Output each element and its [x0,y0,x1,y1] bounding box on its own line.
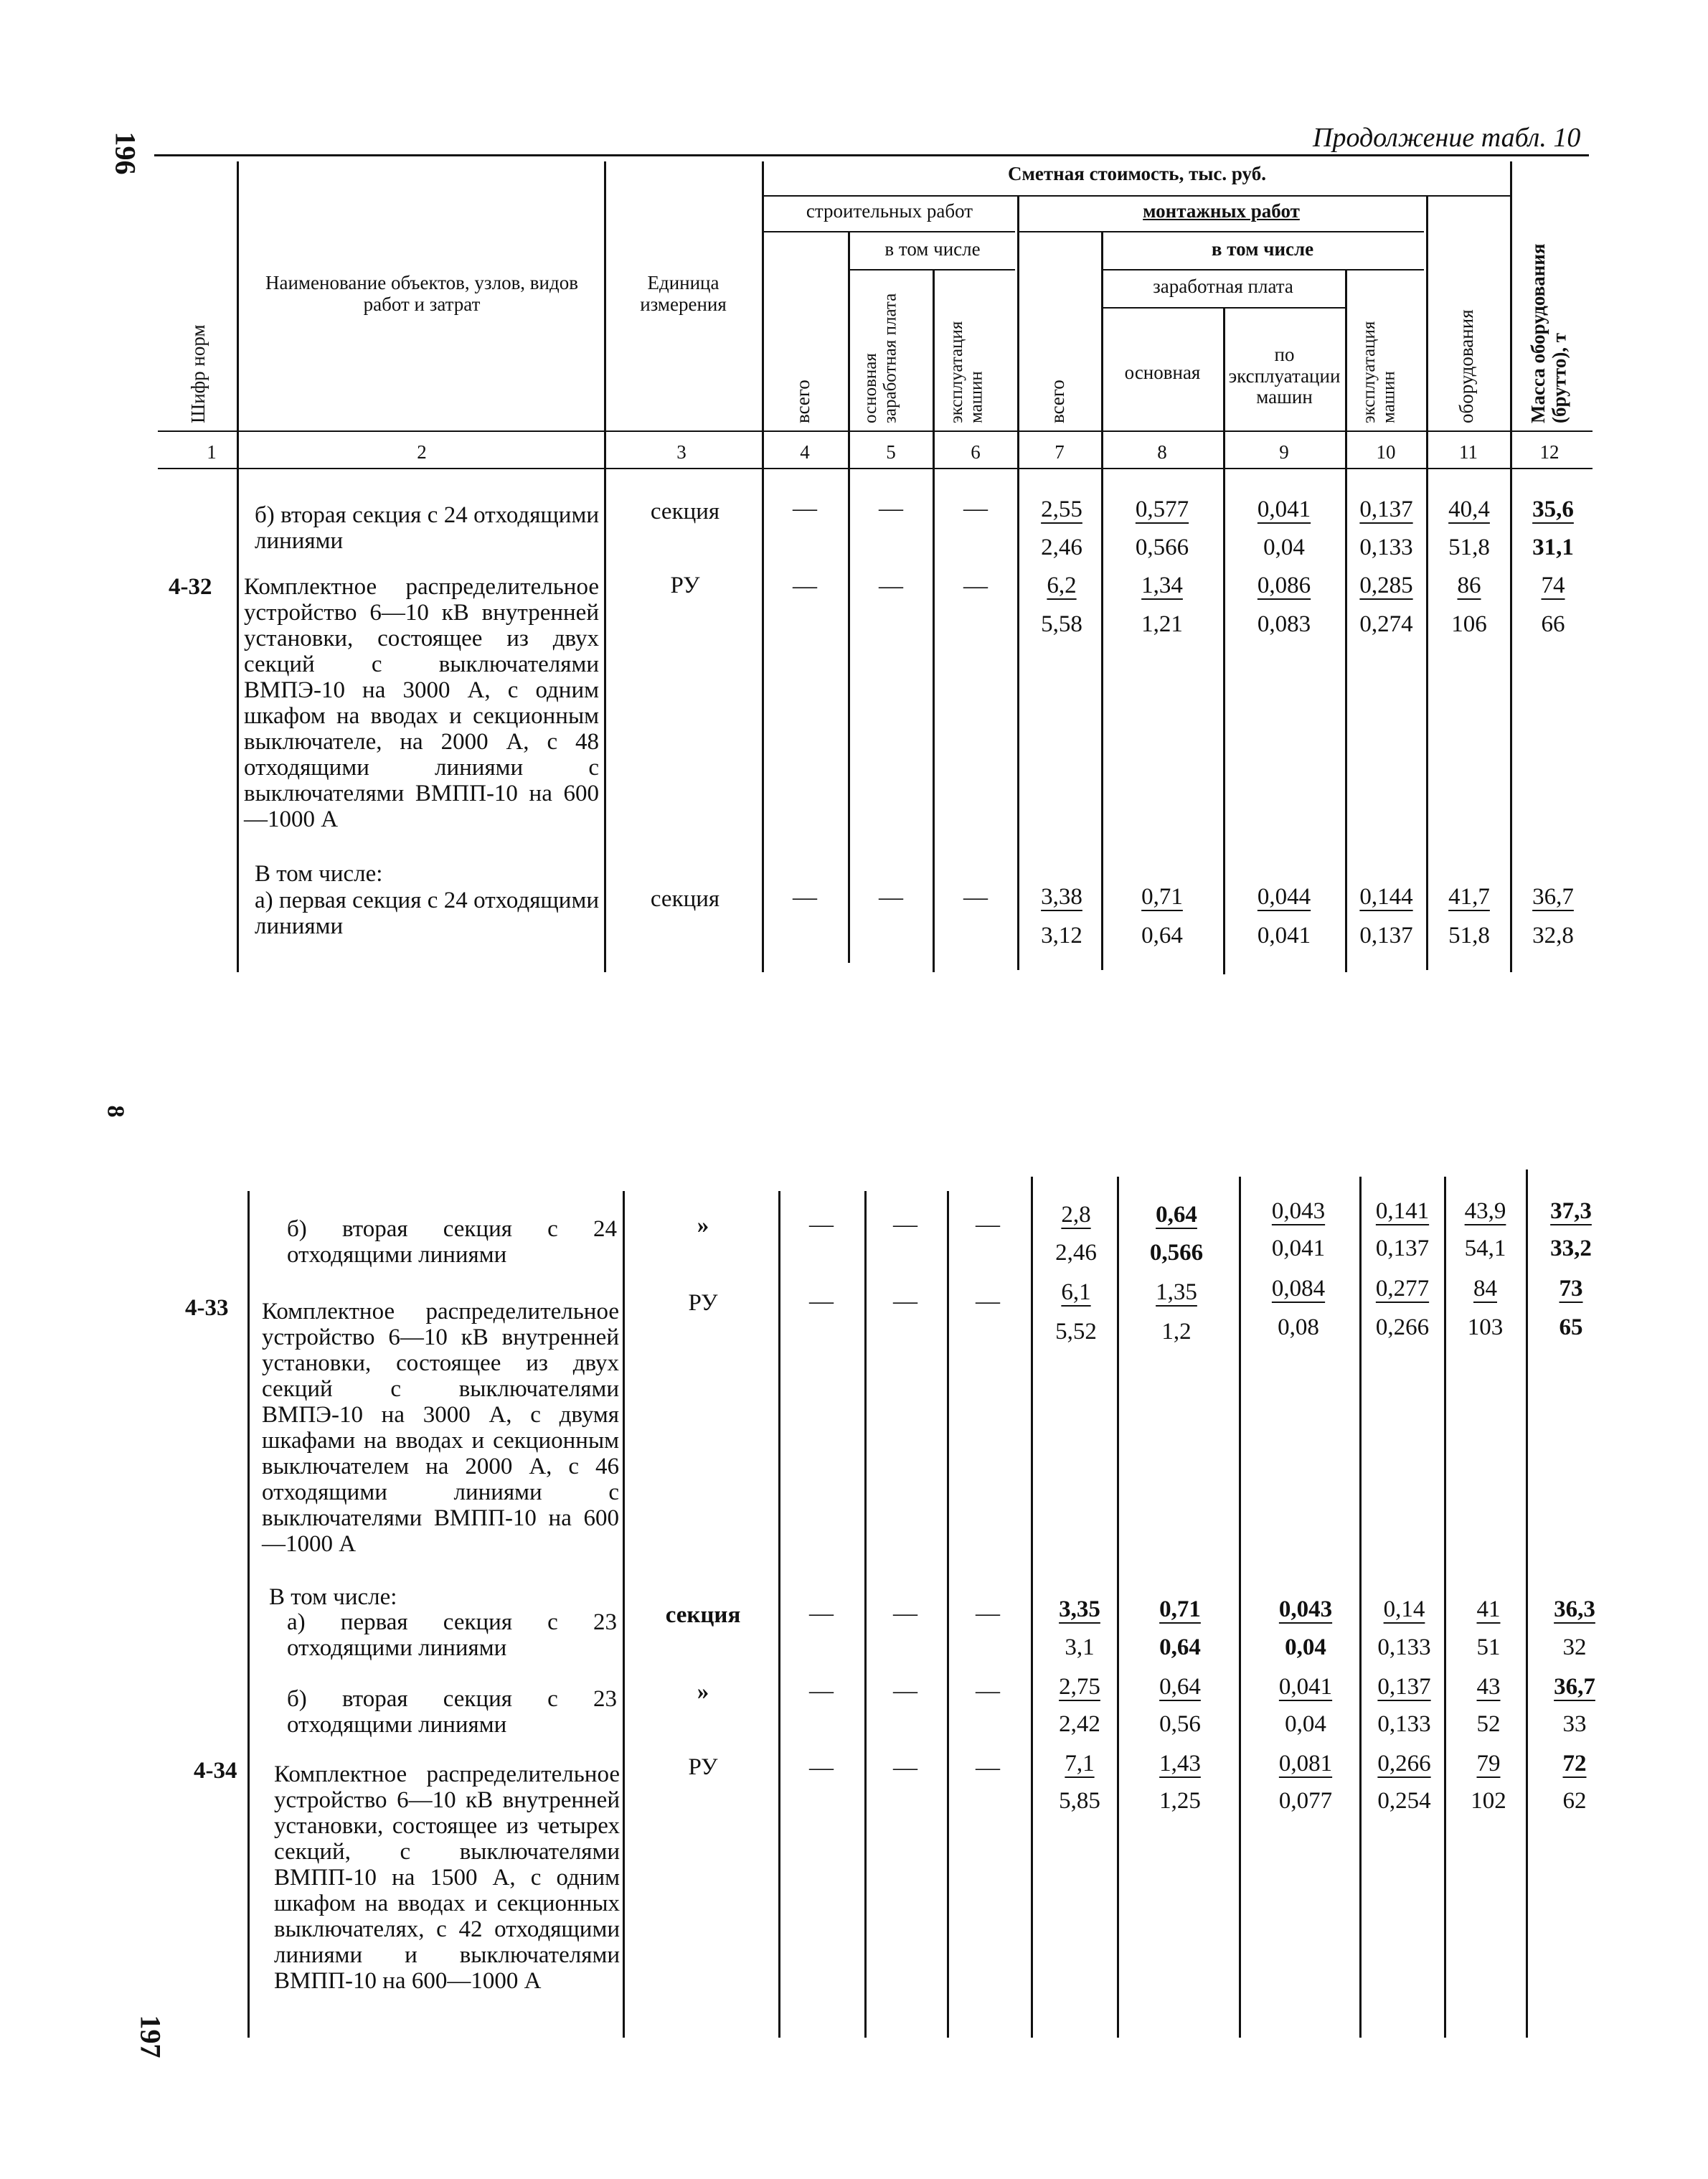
header-v-tom-chisle-2: в том числе [1211,238,1314,260]
value-c12-top: 74 [1541,573,1565,598]
value-c11-top: 41,7 [1448,884,1490,910]
dash: — [879,495,903,522]
row-unit: РУ [670,573,700,598]
row-name: б) вторая секция с 24 отходящими линиями [287,1216,617,1268]
header-name: Наименование объектов, узлов, видов работ и затрат [265,272,578,315]
side-mark: 8 [102,1105,129,1118]
row-unit: » [697,1213,709,1238]
value-c12-bottom: 31,1 [1532,535,1574,560]
value-c10-top: 0,144 [1359,884,1413,910]
row-unit: РУ [688,1290,718,1316]
value-c11-top: 79 [1476,1751,1501,1776]
row-unit: РУ [688,1754,718,1780]
value-c10-top: 0,141 [1375,1198,1430,1224]
table-continuation-caption: Продолжение табл. 10 [1313,123,1581,153]
row-name: б) вторая секция с 23 отходящими линиями [287,1686,617,1738]
value-c12-bottom: 65 [1559,1314,1583,1340]
value-c9-top: 0,041 [1257,496,1311,522]
value-c7-bottom: 2,46 [1041,535,1082,560]
colnum-4: 4 [800,441,810,463]
value-c10-bottom: 0,266 [1375,1314,1430,1340]
dash: — [976,1754,1000,1781]
value-c11-bottom: 51 [1476,1634,1501,1660]
value-c11-top: 40,4 [1448,496,1490,522]
dash: — [809,1211,834,1238]
value-c7-top: 6,2 [1047,573,1077,598]
header-shifr: Шифр норм [187,324,209,423]
value-c7-bottom: 5,85 [1059,1788,1100,1814]
row-name: В том числе: [255,861,383,887]
value-c8-top: 0,71 [1159,1596,1201,1622]
value-c10-bottom: 0,137 [1359,923,1413,949]
colnum-8: 8 [1157,441,1167,463]
value-c7-top: 7,1 [1065,1751,1095,1776]
row-name: В том числе: [269,1584,397,1610]
value-c9-bottom: 0,041 [1257,923,1311,949]
dash: — [963,495,988,522]
row-code: 4-32 [169,574,212,600]
header-osnovnaya: основная [1124,362,1201,383]
colnum-9: 9 [1279,441,1289,463]
row-name: а) первая секция с 23 отходящими линиями [287,1609,617,1661]
header-vsego-2: всего [1047,380,1068,423]
value-c12-bottom: 32 [1562,1634,1587,1660]
header-montazh: монтажных работ [1143,200,1300,222]
value-c9-top: 0,086 [1257,573,1311,598]
value-c8-top: 0,64 [1156,1202,1197,1228]
header-cost: Сметная стоимость, тыс. руб. [1008,163,1266,184]
value-c7-bottom: 2,42 [1059,1711,1100,1737]
value-c8-top: 1,43 [1159,1751,1201,1776]
value-c9-top: 0,043 [1278,1596,1333,1622]
value-c8-bottom: 0,56 [1159,1711,1201,1737]
header-po-ekspl: по эксплуатации машин [1228,344,1341,408]
dash: — [893,1754,917,1781]
dash: — [793,884,817,910]
value-c9-top: 0,081 [1278,1751,1333,1776]
value-c9-top: 0,043 [1271,1198,1326,1224]
value-c12-top: 36,7 [1554,1674,1595,1700]
value-c12-top: 37,3 [1550,1198,1592,1224]
colnum-10: 10 [1376,441,1396,463]
value-c8-top: 1,34 [1141,573,1183,598]
dash: — [976,1677,1000,1704]
header-v-tom-chisle-1: в том числе [884,238,981,260]
row-unit: секция [650,499,720,524]
value-c12-top: 36,7 [1532,884,1574,910]
value-c11-top: 84 [1473,1276,1497,1302]
dash: — [976,1600,1000,1627]
value-c9-top: 0,041 [1278,1674,1333,1700]
colnum-7: 7 [1054,441,1065,463]
value-c7-bottom: 2,46 [1055,1240,1097,1266]
value-c10-top: 0,277 [1375,1276,1430,1302]
dash: — [963,573,988,599]
value-c11-top: 43 [1476,1674,1501,1700]
value-c8-top: 0,577 [1135,496,1189,522]
dash: — [809,1677,834,1704]
value-c12-bottom: 32,8 [1532,923,1574,949]
row-name: Комплектное распределительное устройство 6—10 кВ внутренней установки, состоящее из двух секций с выключателями ВМПЭ-10 на 3000 А, с одним шкафом на вводах и секционным выключателе, на 2000 А, с 48 отходящими линиями с выключателями ВМПП-10 на 600—1000 А [244,574,599,832]
header-ekspl-1: эксплуатация машин [947,321,986,423]
dash: — [809,1600,834,1627]
value-c9-bottom: 0,08 [1278,1314,1319,1340]
value-c10-bottom: 0,133 [1359,535,1413,560]
value-c10-top: 0,266 [1377,1751,1431,1776]
header-massa: Масса оборудования (брутто), т [1527,243,1570,423]
dash: — [976,1288,1000,1314]
value-c10-bottom: 0,137 [1375,1236,1430,1261]
value-c11-bottom: 102 [1471,1788,1506,1814]
dash: — [893,1677,917,1704]
dash: — [893,1600,917,1627]
dash: — [809,1288,834,1314]
value-c8-bottom: 1,25 [1159,1788,1201,1814]
header-vsego-1: всего [792,380,813,423]
value-c10-top: 0,137 [1359,496,1413,522]
value-c9-top: 0,084 [1271,1276,1326,1302]
value-c12-bottom: 66 [1541,611,1565,637]
row-code: 4-33 [185,1295,229,1321]
value-c10-bottom: 0,133 [1377,1634,1431,1660]
value-c10-top: 0,14 [1383,1596,1425,1622]
page-number-top: 196 [109,131,142,175]
value-c11-bottom: 52 [1476,1711,1501,1737]
colnum-2: 2 [417,441,427,463]
value-c7-top: 6,1 [1061,1279,1091,1305]
colnum-3: 3 [676,441,686,463]
value-c12-top: 35,6 [1532,496,1574,522]
value-c8-top: 0,71 [1141,884,1183,910]
value-c7-bottom: 5,52 [1055,1319,1097,1345]
value-c9-bottom: 0,04 [1285,1634,1326,1660]
value-c7-top: 2,8 [1061,1202,1091,1228]
value-c11-top: 86 [1457,573,1481,598]
dash: — [893,1211,917,1238]
value-c11-bottom: 103 [1467,1314,1504,1340]
value-c9-bottom: 0,04 [1285,1711,1326,1737]
dash: — [893,1288,917,1314]
value-c12-top: 73 [1559,1276,1583,1302]
value-c10-top: 0,137 [1377,1674,1431,1700]
value-c10-bottom: 0,133 [1377,1711,1431,1737]
value-c8-top: 0,64 [1159,1674,1201,1700]
value-c7-top: 3,38 [1041,884,1082,910]
header-ekspl-2: эксплуатация машин [1359,321,1399,423]
value-c11-bottom: 51,8 [1448,535,1490,560]
colnum-6: 6 [971,441,981,463]
value-c8-bottom: 0,566 [1149,1240,1204,1266]
value-c7-bottom: 3,12 [1041,923,1082,949]
value-c7-top: 2,55 [1041,496,1082,522]
value-c7-top: 3,35 [1059,1596,1100,1622]
page-number-bottom: 197 [134,2015,167,2058]
dash: — [879,884,903,910]
colnum-5: 5 [886,441,896,463]
header-stroit: строительных работ [806,200,973,222]
value-c7-bottom: 5,58 [1041,611,1082,637]
value-c10-bottom: 0,254 [1377,1788,1431,1814]
row-name: а) первая секция с 24 отходящими линиями [255,888,599,939]
row-unit: секция [665,1602,741,1628]
value-c9-bottom: 0,083 [1257,611,1311,637]
dash: — [793,495,817,522]
colnum-11: 11 [1459,441,1478,463]
value-c11-top: 43,9 [1464,1198,1506,1224]
header-osn-zarplata: основная заработная плата [861,293,900,423]
dash: — [809,1754,834,1781]
header-zarplata: заработная плата [1153,276,1293,297]
value-c11-bottom: 106 [1451,611,1487,637]
value-c8-top: 1,35 [1156,1279,1197,1305]
value-c11-bottom: 51,8 [1448,923,1490,949]
value-c11-bottom: 54,1 [1464,1236,1506,1261]
header-unit: Единица измерения [640,272,727,315]
row-name: Комплектное распределительное устройство 6—10 кВ внутренней установки, состоящее из четырех секций, с выключателями ВМПП-10 на 1500 А, с одним шкафом на вводах и секционных выключателях, с 42 отходящими линиями и выключателями ВМПП-10 на 600—1000 А [274,1761,620,1994]
value-c9-bottom: 0,077 [1278,1788,1333,1814]
dash: — [963,884,988,910]
value-c12-top: 36,3 [1554,1596,1595,1622]
row-code: 4-34 [194,1758,237,1784]
colnum-1: 1 [207,441,217,463]
row-unit: секция [650,886,720,912]
row-name: Комплектное распределительное устройство 6—10 кВ внутренней установки, состоящее из двух секций с выключателями ВМПЭ-10 на 3000 А, с двумя шкафами на вводах и секционным выключателем на 2000 А, с 46 отходящими линиями с выключателями ВМПП-10 на 600—1000 А [262,1299,619,1557]
header-oborud: оборудования [1455,309,1477,423]
dash: — [879,573,903,599]
value-c10-top: 0,285 [1359,573,1413,598]
value-c8-bottom: 1,21 [1141,611,1183,637]
value-c12-top: 72 [1562,1751,1587,1776]
colnum-12: 12 [1539,441,1560,463]
value-c8-bottom: 0,64 [1159,1634,1201,1660]
dash: — [976,1211,1000,1238]
value-c12-bottom: 62 [1562,1788,1587,1814]
row-name: б) вторая секция с 24 отходящими линиями [255,502,599,554]
value-c9-top: 0,044 [1257,884,1311,910]
value-c8-bottom: 1,2 [1161,1319,1192,1345]
value-c12-bottom: 33,2 [1550,1236,1592,1261]
value-c12-bottom: 33 [1562,1711,1587,1737]
value-c9-bottom: 0,041 [1271,1236,1326,1261]
value-c10-bottom: 0,274 [1359,611,1413,637]
value-c8-bottom: 0,64 [1141,923,1183,949]
value-c7-bottom: 3,1 [1065,1634,1095,1660]
value-c7-top: 2,75 [1059,1674,1100,1700]
row-unit: » [697,1679,709,1705]
value-c9-bottom: 0,04 [1263,535,1305,560]
value-c8-bottom: 0,566 [1135,535,1189,560]
dash: — [793,573,817,599]
value-c11-top: 41 [1476,1596,1501,1622]
